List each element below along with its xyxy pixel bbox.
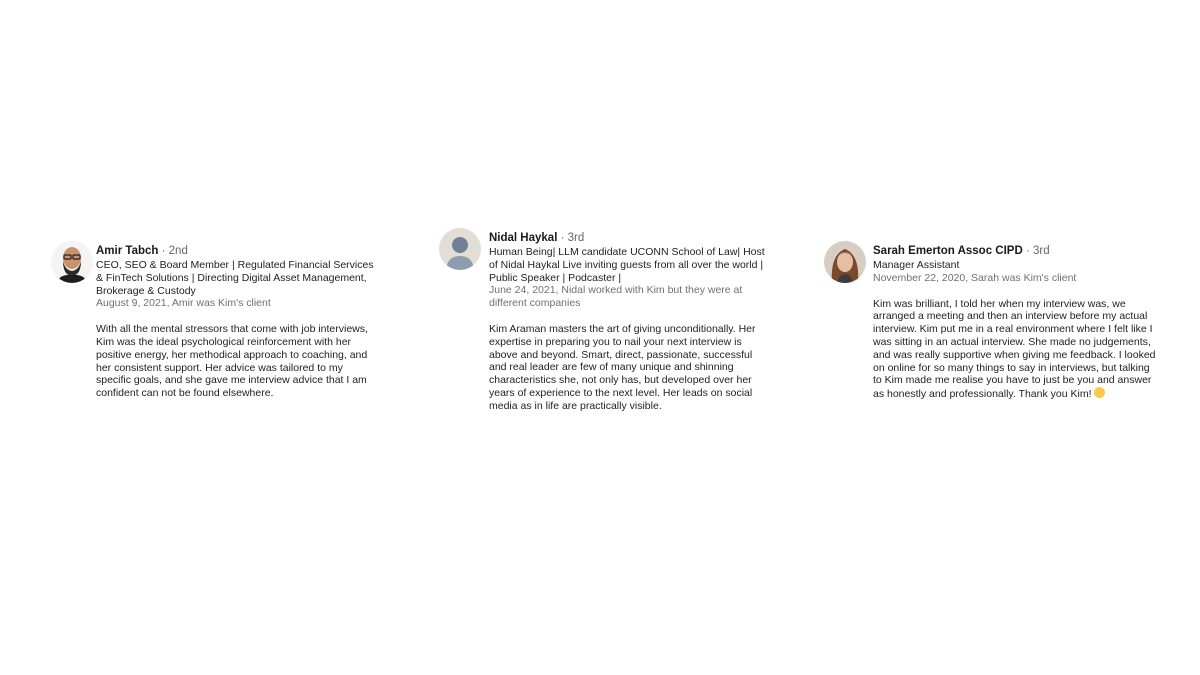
member-name[interactable]: Sarah Emerton Assoc CIPD — [873, 245, 1023, 257]
member-name[interactable]: Amir Tabch — [96, 245, 159, 257]
recommendation-text: Kim Araman masters the art of giving unconditionally. Her expertise in preparing you to nail your next interview is above and beyond. Smart, direct, passionate, successful and real leader are few of many unique and shinning characteristics she, not only has, but developed over her years of experience to the next level. Her leads on social media as in life are practically visible. — [489, 322, 756, 412]
smiling-face-icon — [1094, 387, 1105, 398]
avatar[interactable] — [824, 241, 866, 283]
avatar[interactable] — [439, 228, 481, 270]
recommendation-meta: November 22, 2020, Sarah was Kim's client — [873, 271, 1077, 284]
connection-degree: · 3rd — [1025, 245, 1050, 257]
default-profile-icon — [439, 228, 481, 270]
recommendation-body — [873, 298, 1158, 401]
avatar[interactable] — [51, 241, 93, 283]
member-headline: Human Being| LLM candidate UCONN School of Law| Host of Nidal Haykal Live inviting guests from all over the world | Public Speaker | Podcaster | — [489, 246, 765, 284]
recommendation-meta: June 24, 2021, Nidal worked with Kim but they were at different companies — [489, 284, 743, 310]
recommendation-meta: August 9, 2021, Amir was Kim's client — [96, 297, 271, 310]
recommendation-text: Kim was brilliant, I told her when my interview was, we arranged a meeting and then an interview before my actual interview. Kim put me in a real environment where I felt like I was sitting in an actual interview. She made no judgements, and was really supportive when giving me feedback. I looked on online for so many things to say in interviews, but talking to Kim made me realise you have to just be you and answer as honestly and professionally. Thank you Kim! — [873, 297, 1156, 401]
member-headline: Manager Assistant — [873, 259, 960, 271]
recommendation-text: With all the mental stressors that come with job interviews, Kim was the ideal psychological reinforcement with her positive energy, her methodical approach to coaching, and her consistent support. Her advice was tailored to my specific goals, and she gave me interview advice that I am confident can not be found elsewhere. — [96, 323, 368, 400]
member-name[interactable]: Nidal Haykal — [489, 232, 558, 244]
connection-degree: · 3rd — [560, 232, 585, 244]
person-photo-icon — [824, 241, 866, 283]
connection-degree: · 2nd — [161, 245, 188, 257]
person-photo-icon — [51, 241, 93, 283]
member-headline: CEO, SEO & Board Member | Regulated Financial Services & FinTech Solutions | Directing Digital Asset Management, Brokerage & Custody — [96, 259, 374, 297]
